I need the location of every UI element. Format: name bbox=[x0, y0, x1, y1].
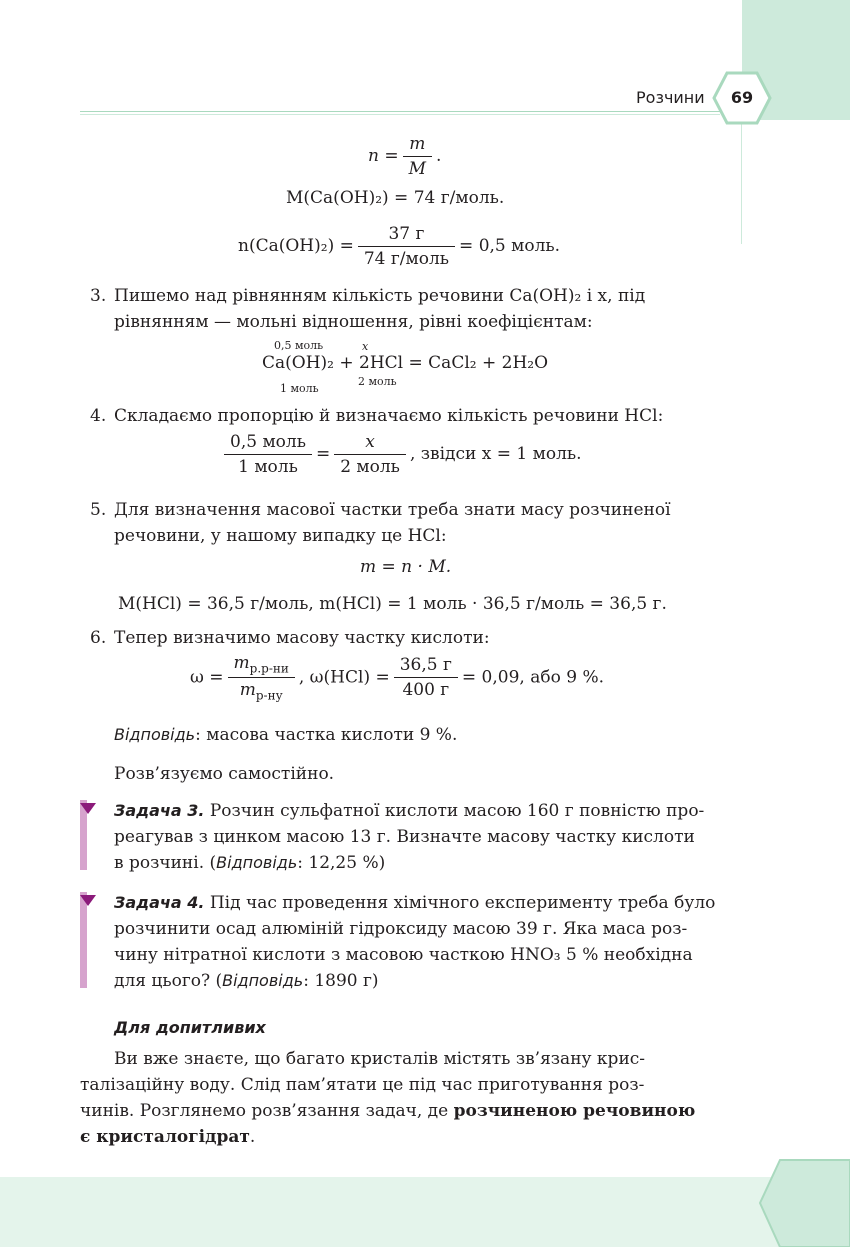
step-5-text1: Для визначення масової частки треба знати масу розчиненої bbox=[114, 500, 671, 520]
task-4-line2: розчинити осад алюміній гідроксиду масою 39 г. Яка маса роз- bbox=[114, 919, 688, 939]
task-4-bar bbox=[80, 892, 87, 988]
curious-bold1: розчиненою речовиною bbox=[453, 1101, 696, 1121]
curious-paragraph bbox=[80, 1046, 728, 1150]
header-rule bbox=[80, 111, 720, 112]
curious-line2: талізаційну воду. Слід пам’ятати це під час приготування роз- bbox=[80, 1075, 645, 1095]
task-4-line4: для цього? ( bbox=[114, 971, 223, 991]
answer-text: : масова частка кислоти 9 %. bbox=[195, 725, 458, 745]
task-3-line1: Розчин сульфатної кислоти масою 160 г повністю про- bbox=[204, 801, 705, 821]
step-3-text2: рівнянням — мольні відношення, рівні коефіцієнтам: bbox=[114, 312, 593, 332]
step-5-number: 5. bbox=[90, 500, 107, 520]
answer-line bbox=[114, 722, 457, 748]
task-3-marker-icon bbox=[80, 803, 96, 814]
header-vertical-rule bbox=[741, 124, 742, 244]
reaction-equation: Ca(OH)₂ + 2HCl = CaCl₂ + 2H₂O bbox=[262, 353, 549, 373]
w2-den: 400 г bbox=[402, 680, 450, 701]
step-3-text1: Пишемо над рівнянням кількість речовини Ca(OH)₂ і x, під bbox=[114, 286, 646, 306]
formula-n-lhs: n = bbox=[368, 146, 399, 166]
w-num-sub: р.р-ни bbox=[249, 661, 289, 676]
step-5-text2: речовини, у нашому випадку це HCl: bbox=[114, 526, 447, 546]
step-4-text: Складаємо пропорцію й визначаємо кількість речовини HCl: bbox=[114, 406, 664, 426]
w-den-sub: р-ну bbox=[255, 688, 283, 703]
eq-bottom-label-2: 2 моль bbox=[358, 375, 397, 388]
formula-n-end: . bbox=[436, 146, 442, 166]
eq-top-label-1: 0,5 моль bbox=[274, 339, 324, 352]
w-num: m bbox=[233, 653, 250, 673]
formula-m: m = n · M. bbox=[360, 557, 452, 577]
eq-top-label-2: x bbox=[362, 340, 369, 353]
w-rhs: = 0,09, або 9 %. bbox=[461, 667, 604, 688]
task-3-label: Задача 3. bbox=[114, 801, 205, 820]
curious-line1: Ви вже знаєте, що багато кристалів містять зв’язану крис- bbox=[114, 1049, 646, 1069]
formula-n bbox=[368, 134, 441, 179]
proportion-f2-den: 2 моль bbox=[340, 457, 400, 477]
n-caoh-num: 37 г bbox=[358, 224, 455, 247]
mass-fraction-formula bbox=[190, 653, 604, 703]
proportion bbox=[220, 432, 582, 477]
step-5 bbox=[90, 497, 728, 549]
n-caoh-den: 74 г/моль bbox=[363, 249, 450, 269]
task-4-label: Задача 4. bbox=[114, 893, 205, 912]
n-caoh-lhs: n(Ca(OH)₂) = bbox=[238, 236, 354, 256]
curious-bold2: є кристалогідрат bbox=[80, 1127, 250, 1147]
answer-label: Відповідь bbox=[114, 725, 196, 744]
page-number: 69 bbox=[730, 88, 754, 107]
task-4-answer-label: Відповідь bbox=[222, 971, 304, 990]
eq-bottom-label-1: 1 моль bbox=[280, 382, 319, 395]
task-4-line3: чину нітратної кислоти з масовою часткою HNO₃ 5 % необхідна bbox=[114, 945, 693, 965]
formula-n-caoh bbox=[238, 224, 560, 269]
self-solve-heading: Розв’язуємо самостійно. bbox=[114, 764, 335, 784]
step-4-number: 4. bbox=[90, 406, 107, 426]
formula-n-den: M bbox=[408, 159, 427, 179]
step-4 bbox=[90, 403, 728, 429]
curious-end: . bbox=[249, 1127, 256, 1147]
proportion-f1-den: 1 моль bbox=[238, 457, 298, 477]
task-3-line3: в розчині. ( bbox=[114, 853, 217, 873]
step-3 bbox=[90, 283, 728, 335]
step-3-number: 3. bbox=[90, 286, 107, 306]
task-3-line3-end: : 12,25 %) bbox=[297, 853, 386, 873]
corner-hexagon-bottom bbox=[758, 1158, 850, 1247]
header-rule-2 bbox=[80, 114, 720, 115]
w-den: m bbox=[239, 680, 256, 701]
w-lhs: ω = bbox=[190, 667, 224, 688]
task-4 bbox=[114, 890, 728, 994]
step-6-number: 6. bbox=[90, 628, 107, 648]
curious-heading: Для допитливих bbox=[114, 1018, 266, 1037]
n-caoh-rhs: = 0,5 моль. bbox=[459, 236, 561, 256]
formula-n-num: m bbox=[403, 134, 432, 157]
proportion-f1-num: 0,5 моль bbox=[224, 432, 312, 455]
step-6-text: Тепер визначимо масову частку кислоти: bbox=[114, 628, 490, 648]
step-3-line1 bbox=[90, 283, 728, 309]
calc-hcl: M(HCl) = 36,5 г/моль, m(HCl) = 1 моль · 36,5 г/моль = 36,5 г. bbox=[118, 594, 667, 614]
proportion-eq: = bbox=[315, 444, 331, 464]
task-3-line2: реагував з цинком масою 13 г. Визначте масову частку кислоти bbox=[114, 827, 695, 847]
task-4-marker-icon bbox=[80, 895, 96, 906]
footer-band bbox=[0, 1177, 850, 1247]
proportion-f2-num: x bbox=[334, 432, 406, 455]
task-4-line4-end: : 1890 г) bbox=[303, 971, 379, 991]
w-sep: , ω(HCl) = bbox=[298, 667, 390, 688]
section-title: Розчини bbox=[636, 88, 705, 107]
task-4-line1: Під час проведення хімічного експерименту треба було bbox=[204, 893, 716, 913]
task-3-answer-label: Відповідь bbox=[216, 853, 298, 872]
task-3 bbox=[114, 798, 728, 876]
curious-line3: чинів. Розглянемо розв’язання задач, де bbox=[80, 1101, 454, 1121]
w2-num: 36,5 г bbox=[394, 655, 458, 678]
formula-M-caoh: M(Ca(OH)₂) = 74 г/моль. bbox=[286, 188, 505, 208]
proportion-tail: , звідси x = 1 моль. bbox=[409, 444, 582, 464]
step-6 bbox=[90, 625, 728, 651]
